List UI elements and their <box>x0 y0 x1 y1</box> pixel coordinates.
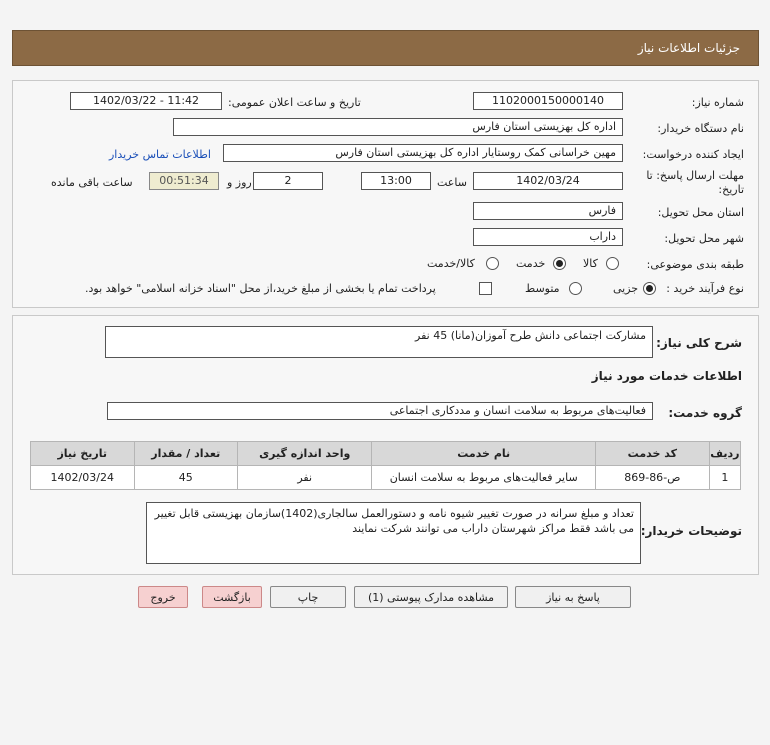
category-radio-service[interactable] <box>553 257 566 270</box>
exit-button[interactable]: خروج <box>138 586 188 608</box>
process-radio-medium[interactable] <box>569 282 582 295</box>
cell-unit: نفر <box>237 466 372 490</box>
city-label: شهر محل تحویل: <box>664 232 744 245</box>
print-button[interactable]: چاپ <box>270 586 346 608</box>
process-option-partial: جزیی <box>613 282 639 295</box>
category-radio-goods[interactable] <box>606 257 619 270</box>
buyer-contact-link[interactable]: اطلاعات تماس خریدار <box>109 148 211 161</box>
treasury-payment-note: پرداخت تمام یا بخشی از مبلغ خرید،از محل "اسناد خزانه اسلامی" خواهد بود. <box>85 282 436 295</box>
category-option-goods: کالا <box>583 257 598 270</box>
table-header-row <box>31 442 741 466</box>
remaining-timer: 00:51:34 <box>149 172 219 190</box>
remaining-label: ساعت باقی مانده <box>51 176 133 189</box>
table-row <box>31 466 741 490</box>
need-number-label: شماره نیاز: <box>691 96 744 109</box>
category-label: طبقه بندی موضوعی: <box>646 258 744 271</box>
topic-label: شرح کلی نیاز: <box>656 336 742 350</box>
days-label: روز و <box>227 176 252 189</box>
announce-field: 1402/03/22 - 11:42 <box>70 92 222 110</box>
process-label: نوع فرآیند خرید : <box>666 282 744 295</box>
col-service-code: کد خدمت <box>595 442 709 466</box>
page-header <box>12 30 759 66</box>
col-row: ردیف <box>709 442 740 466</box>
city-field: داراب <box>473 228 623 246</box>
province-field: فارس <box>473 202 623 220</box>
buyer-org-field: اداره کل بهزیستی استان فارس <box>173 118 623 136</box>
buyer-notes-label: توضیحات خریدار: <box>640 524 742 538</box>
deadline-label: مهلت ارسال پاسخ: تا <box>646 169 744 182</box>
category-option-service: خدمت <box>516 257 546 270</box>
col-quantity: تعداد / مقدار <box>134 442 237 466</box>
col-unit: واحد اندازه گیری <box>237 442 372 466</box>
process-radio-partial[interactable] <box>643 282 656 295</box>
treasury-payment-checkbox[interactable] <box>479 282 492 295</box>
category-radio-goods-service[interactable] <box>486 257 499 270</box>
topic-field: مشارکت اجتماعی دانش طرح آموزان(مانا) 45 نفر <box>105 326 653 358</box>
service-group-label: گروه خدمت: <box>668 406 742 420</box>
days-field: 2 <box>253 172 323 190</box>
buyer-notes-field: تعداد و مبلغ سرانه در صورت تغییر شیوه نامه و دستورالعمل سالجاری(1402)سازمان بهزیستی قابل تغییر می باشد فقط مراکز شهرستان داراب می توانند شرکت نمایند <box>146 502 641 564</box>
need-info-panel <box>12 80 759 308</box>
need-details-panel <box>12 315 759 575</box>
services-table <box>30 441 741 490</box>
view-attachments-button[interactable]: مشاهده مدارک پیوستی (1) <box>354 586 508 608</box>
province-label: استان محل تحویل: <box>657 206 744 219</box>
category-option-goods-service: کالا/خدمت <box>427 257 475 270</box>
service-group-field: فعالیت‌های مربوط به سلامت انسان و مددکاری اجتماعی <box>107 402 653 420</box>
buyer-org-label: نام دستگاه خریدار: <box>657 122 744 135</box>
cell-service-name: سایر فعالیت‌های مربوط به سلامت انسان <box>372 466 595 490</box>
creator-field: مهین خراسانی کمک روستایار اداره کل بهزیستی استان فارس <box>223 144 623 162</box>
back-button[interactable]: بازگشت <box>202 586 262 608</box>
announce-label: تاریخ و ساعت اعلان عمومی: <box>228 96 361 109</box>
deadline-time-label: ساعت <box>437 176 467 189</box>
cell-quantity: 45 <box>134 466 237 490</box>
cell-need-date: 1402/03/24 <box>31 466 135 490</box>
page-title: جزئیات اطلاعات نیاز <box>637 41 740 55</box>
cell-row: 1 <box>709 466 740 490</box>
deadline-label-date: تاریخ: <box>718 183 744 196</box>
reply-button[interactable]: پاسخ به نیاز <box>515 586 631 608</box>
cell-service-code: ص-86-869 <box>595 466 709 490</box>
deadline-date-field: 1402/03/24 <box>473 172 623 190</box>
creator-label: ایجاد کننده درخواست: <box>642 148 744 161</box>
need-number-field: 1102000150000140 <box>473 92 623 110</box>
process-option-medium: متوسط <box>525 282 560 295</box>
deadline-time-field: 13:00 <box>361 172 431 190</box>
col-service-name: نام خدمت <box>372 442 595 466</box>
col-need-date: تاریخ نیاز <box>31 442 135 466</box>
services-section-title: اطلاعات خدمات مورد نیاز <box>591 369 742 383</box>
